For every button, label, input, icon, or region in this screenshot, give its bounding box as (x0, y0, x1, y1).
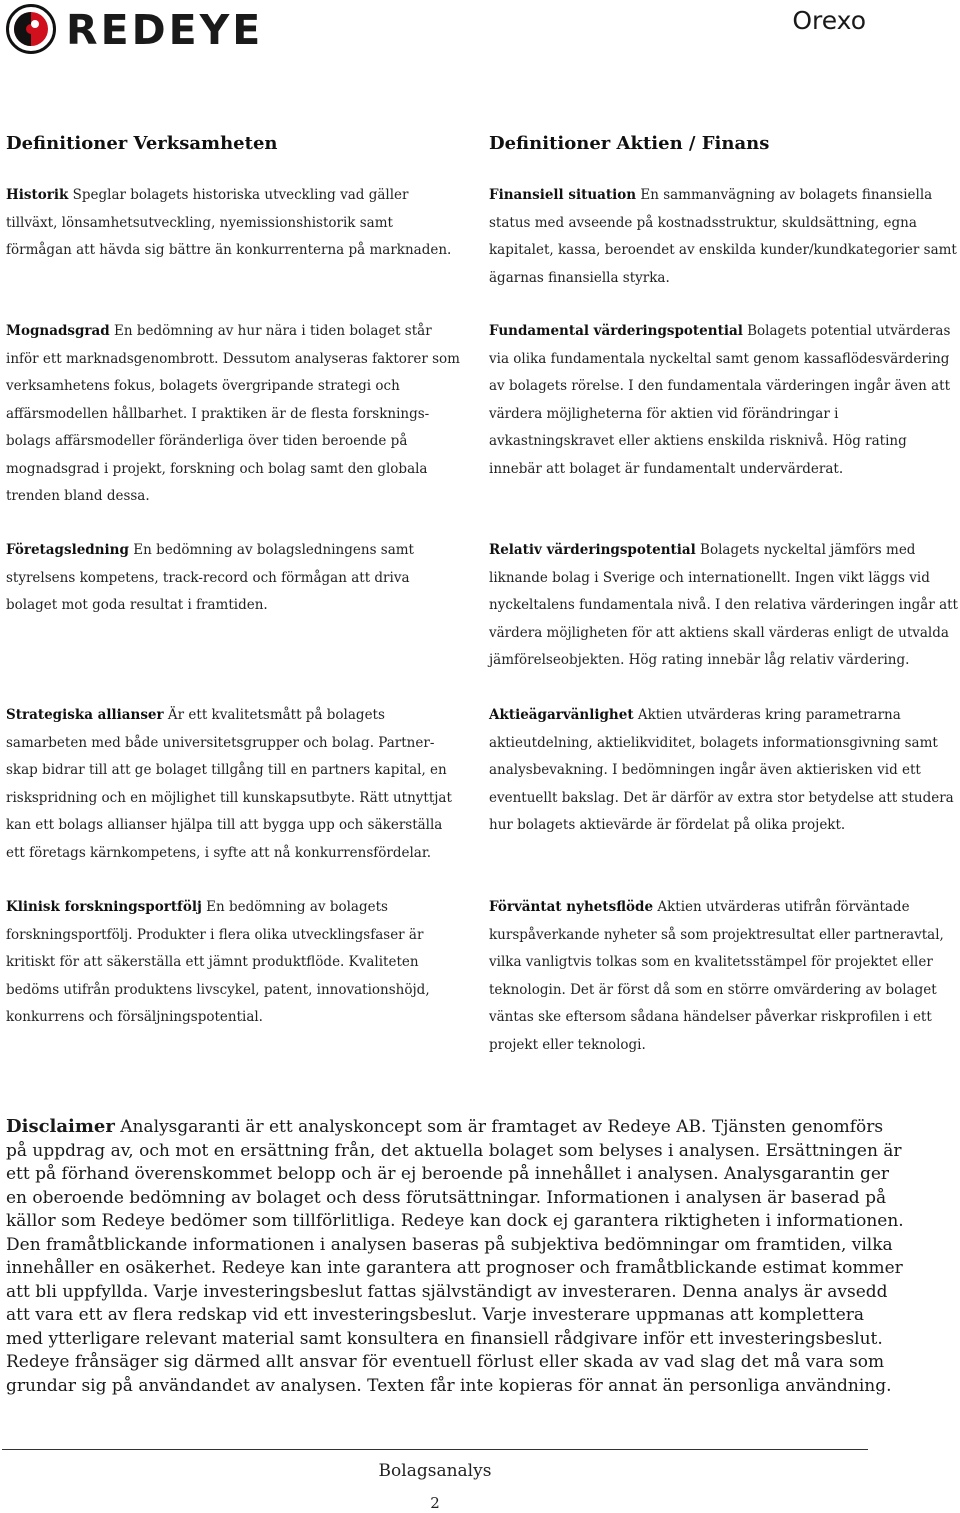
footer-title: Bolagsanalys (378, 1461, 492, 1481)
right-heading-block (489, 130, 959, 158)
definition-text: En bedömning av bolagsledningens samt styrelsens kompetens, track-record och förmågan att driva bolaget mot goda resultat i framtiden. (6, 542, 414, 613)
definition-text: En bedömning av hur nära i tiden bolaget står inför ett marknadsgenombrott. Dessutom analyseras faktorer som verksamhetens fokus, bolagets övergripande strategi och affärsmodellen hållbarhet. I praktiken är de flesta forsknings-bolags affärsmodeller föränderliga över tiden beroende på mognadsgrad i projekt, forskning och bolag samt den globala trenden bland dessa. (6, 323, 460, 504)
definition-text: Bolagets nyckeltal jämförs med liknande bolag i Sverige och internationellt. Ingen vikt läggs vid nyckeltalens fundamentala nivå. I den relativa värderingen ingår att värdera möjligheten för att aktiens skall värderas enligt de utvalda jämförelseobjekten. Hög rating innebär låg relativ värdering. (489, 542, 958, 668)
definition-text: Är ett kvalitetsmått på bolagets samarbeten med både universitetsgrupper och bolag. Partner-skap bidrar till att ge bolaget tillgång till en partners kapital, en riskspridning och en möjlighet till kunskapsutbyte. Rätt utnyttjat kan ett bolags allianser hjälpa till att bygga upp och säkerställa ett företags kärnkompetens, i syfte att nå konkurrensfördelar. (6, 707, 452, 861)
definition-text: Aktien utvärderas utifrån förväntade kurspåverkande nyheter så som projektresultat eller partneravtal, vilka vanligtvis tolkas som en kvalitetsstämpel för projektet eller teknologin. Det är först då som en större omvärdering av bolaget väntas ske eftersom sådana händelser påverkar riskprofilen i ett projekt eller teknologi. (489, 899, 944, 1053)
definition-term: Finansiell situation (489, 187, 637, 203)
definition-finansiell-situation (489, 182, 959, 292)
disclaimer (6, 1115, 906, 1398)
page-number: 2 (430, 1494, 440, 1512)
definition-forvantat-nyhetsflode (489, 894, 959, 1059)
footer-divider (2, 1449, 868, 1450)
definition-term: Förväntat nyhetsflöde (489, 899, 654, 915)
definition-term: Mognadsgrad (6, 323, 110, 339)
definition-mognadsgrad (6, 318, 461, 511)
page-header (0, 0, 960, 60)
definition-term: Aktieägarvänlighet (489, 707, 634, 723)
redeye-logo-icon (6, 4, 58, 56)
definition-klinisk-forskningsportfolj (6, 894, 461, 1032)
definition-text: En bedömning av bolagets forskningsportfölj. Produkter i flera olika utvecklingsfaser är kritiskt för att säkerställa ett jämnt produktflöde. Kvaliteten bedöms utifrån produktens livscykel, patent, innovationshöjd, konkurrens och försäljningspotential. (6, 899, 430, 1025)
definition-text: Bolagets potential utvärderas via olika fundamentala nyckeltal samt genom kassaflödesvärdering av bolagets rörelse. I den fundamentala värderingen ingår även att värdera möjligheterna för aktien vid förändringar i avkastningskravet eller aktiens enskilda risknivå. Hög rating innebär att bolaget är fundamentalt undervärderat. (489, 323, 951, 477)
definition-term: Strategiska allianser (6, 707, 164, 723)
definition-relativ-varderingspotential (489, 537, 959, 675)
definition-text: En sammanvägning av bolagets finansiella status med avseende på kostnadsstruktur, skuldsättning, egna kapitalet, kassa, beroendet av enskilda kunder/kundkategorier samt ägarnas finansiella styrka. (489, 187, 957, 286)
definition-text: Aktien utvärderas kring parametrarna aktieutdelning, aktielikviditet, bolagets informationsgivning samt analysbevakning. I bedömningen ingår även aktierisken vid ett eventuellt bakslag. Det är därför av extra stor betydelse att studera hur bolagets aktievärde är fördelat på olika projekt. (489, 707, 954, 833)
definition-fundamental-varderingspotential (489, 318, 959, 483)
definition-term: Relativ värderingspotential (489, 542, 696, 558)
logo-text: REDEYE (66, 6, 264, 54)
definition-term: Klinisk forskningsportfölj (6, 899, 202, 915)
left-heading-block (6, 130, 461, 158)
definition-term: Historik (6, 187, 69, 203)
left-heading: Definitioner Verksamheten (6, 133, 278, 154)
definition-strategiska-allianser (6, 702, 461, 867)
disclaimer-text: Analysgaranti är ett analyskoncept som är framtaget av Redeye AB. Tjänsten genomförs på uppdrag av, och mot en ersättning från, det aktuella bolaget som belyses i analysen. Ersättningen är ett på förhand överenskommet belopp och är ej beroende på innehållet i analysen. Analysgarantin ger en oberoende bedömning av bolaget och dess förutsättningar. Informationen i analysen är baserad på källor som Redeye bedömer som tillförlitliga. Redeye kan dock ej garantera riktigheten i informationen. Den framåtblickande informationen i analysen baseras på subjektiva bedömningar om framtiden, vilka innehåller en osäkerhet. Redeye kan inte garantera att prognoser och framåtblickande estimat kommer att bli uppfyllda. Varje investeringsbeslut fattas självständigt av investeraren. Denna analys är avsedd att vara ett av flera redskap vid ett investeringsbeslut. Varje investerare uppmanas att komplettera med ytterligare relevant material samt konsultera en finansiell rådgivare inför ett investeringsbeslut. Redeye frånsäger sig därmed allt ansvar för eventuell förlust eller skada av vad slag det må vara som grundar sig på användandet av analysen. Texten får inte kopieras för annat än personliga användning. (6, 1117, 904, 1396)
definition-foretagsledning (6, 537, 461, 620)
right-heading: Definitioner Aktien / Finans (489, 133, 770, 154)
definition-aktieagarvanlighet (489, 702, 959, 840)
definition-term: Företagsledning (6, 542, 129, 558)
definition-text: Speglar bolagets historiska utveckling vad gäller tillväxt, lönsamhetsutveckling, nyemissionshistorik samt förmågan att hävda sig bättre än konkurrenterna på marknaden. (6, 187, 452, 258)
redeye-logo (6, 4, 270, 54)
definition-term: Fundamental värderingspotential (489, 323, 743, 339)
disclaimer-term: Disclaimer (6, 1116, 115, 1137)
definition-historik (6, 182, 461, 265)
company-name: Orexo (792, 6, 866, 35)
